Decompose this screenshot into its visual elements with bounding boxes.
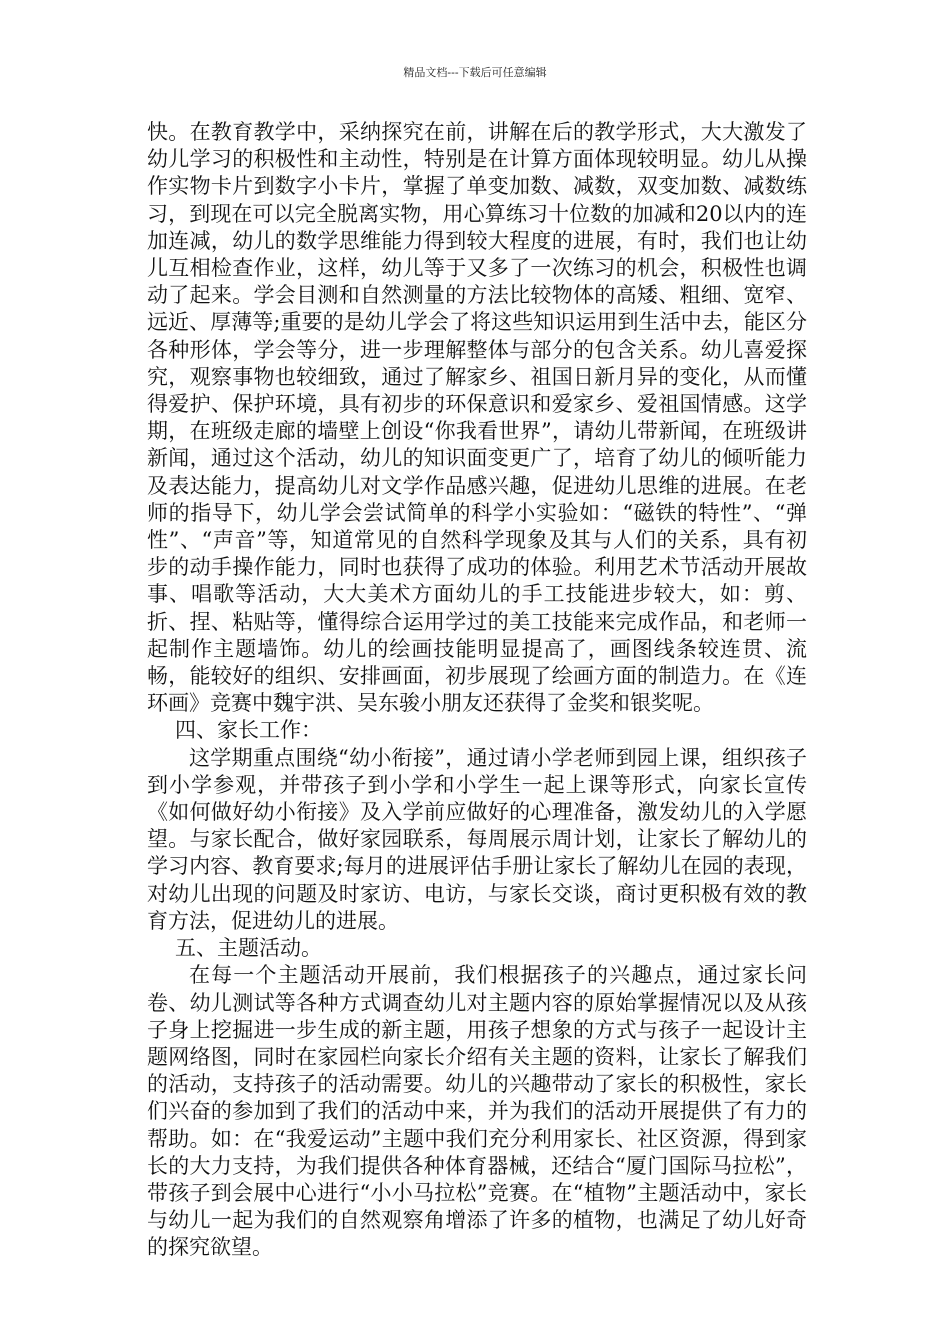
page-header: 精品文档---下载后可任意编辑 — [403, 66, 547, 79]
document-body — [147, 119, 807, 1262]
section-heading-parent-work: 四、家长工作： — [175, 718, 322, 743]
paragraph-theme-activities: 在每一个主题活动开展前，我们根据孩子的兴趣点，通过家长问卷、幼儿测试等各种方式调查幼儿对主题内容的原始掌握情况以及从孩子身上挖掘进一步生成的新主题，用孩子想象的方式与孩子一起设计主题网络图，同时在家园栏向家长介绍有关主题的资料，让家长了解我们的活动，支持孩子的活动需要。幼儿的兴趣带动了家长的积极性，家长们兴奋的参加到了我们的活动中来，并为我们的活动开展提供了有力的帮助。如：在“我爱运动”主题中我们充分利用家长、社区资源，得到家长的大力支持，为我们提供各种体育器械，还结合“厦门国际马拉松”，带孩子到会展中心进行“小小马拉松”竞赛。在“植物”主题活动中，家长与幼儿一起为我们的自然观察角增添了许多的植物，也满足了幼儿好奇的探究欲望。 — [147, 963, 807, 1260]
section-heading-theme-activities: 五、主题活动。 — [175, 936, 322, 961]
paragraph-parent-work: 这学期重点围绕“幼小衔接”，通过请小学老师到园上课，组织孩子到小学参观，并带孩子到小学和小学生一起上课等形式，向家长宣传《如何做好幼小衔接》及入学前应做好的心理准备，激发幼儿的入学愿望。与家长配合，做好家园联系，每周展示周计划，让家长了解幼儿的学习内容、教育要求;每月的进展评估手册让家长了解幼儿在园的表现，对幼儿出现的问题及时家访、电访，与家长交谈，商讨更积极有效的教育方法，促进幼儿的进展。 — [147, 745, 807, 933]
paragraph-teaching: 快。在教育教学中，采纳探究在前，讲解在后的教学形式，大大激发了幼儿学习的积极性和主动性，特别是在计算方面体现较明显。幼儿从操作实物卡片到数字小卡片，掌握了单变加数、减数，双变加数、减数练习，到现在可以完全脱离实物，用心算练习十位数的加减和20以内的连加连减，幼儿的数学思维能力得到较大程度的进展，有时，我们也让幼儿互相检查作业，这样，幼儿等于又多了一次练习的机会，积极性也调动了起来。学会目测和自然测量的方法比较物体的高矮、粗细、宽窄、远近、厚薄等;重要的是幼儿学会了将这些知识运用到生活中去，能区分各种形体，学会等分，进一步理解整体与部分的包含关系。幼儿喜爱探究，观察事物也较细致，通过了解家乡、祖国日新月异的变化，从而懂得爱护、保护环境，具有初步的环保意识和爱家乡、爱祖国情感。这学期，在班级走廊的墙壁上创设“你我看世界”，请幼儿带新闻，在班级讲新闻，通过这个活动，幼儿的知识面变更广了，培育了幼儿的倾听能力及表达能力，提高幼儿对文学作品感兴趣，促进幼儿思维的进展。在老师的指导下，幼儿学会尝试简单的科学小实验如：“磁铁的特性”、“弹性”、“声音”等，知道常见的自然科学现象及其与人们的关系，具有初步的动手操作能力，同时也获得了成功的体验。利用艺术节活动开展故事、唱歌等活动，大大美术方面幼儿的手工技能进步较大，如：剪、折、捏、粘贴等，懂得综合运用学过的美工技能来完成作品，和老师一起制作主题墙饰。幼儿的绘画技能明显提高了，画图线条较连贯、流畅，能较好的组织、安排画面，初步展现了绘画方面的制造力。在《连环画》竞赛中魏宇洪、吴东骏小朋友还获得了金奖和银奖呢。 — [147, 120, 807, 716]
